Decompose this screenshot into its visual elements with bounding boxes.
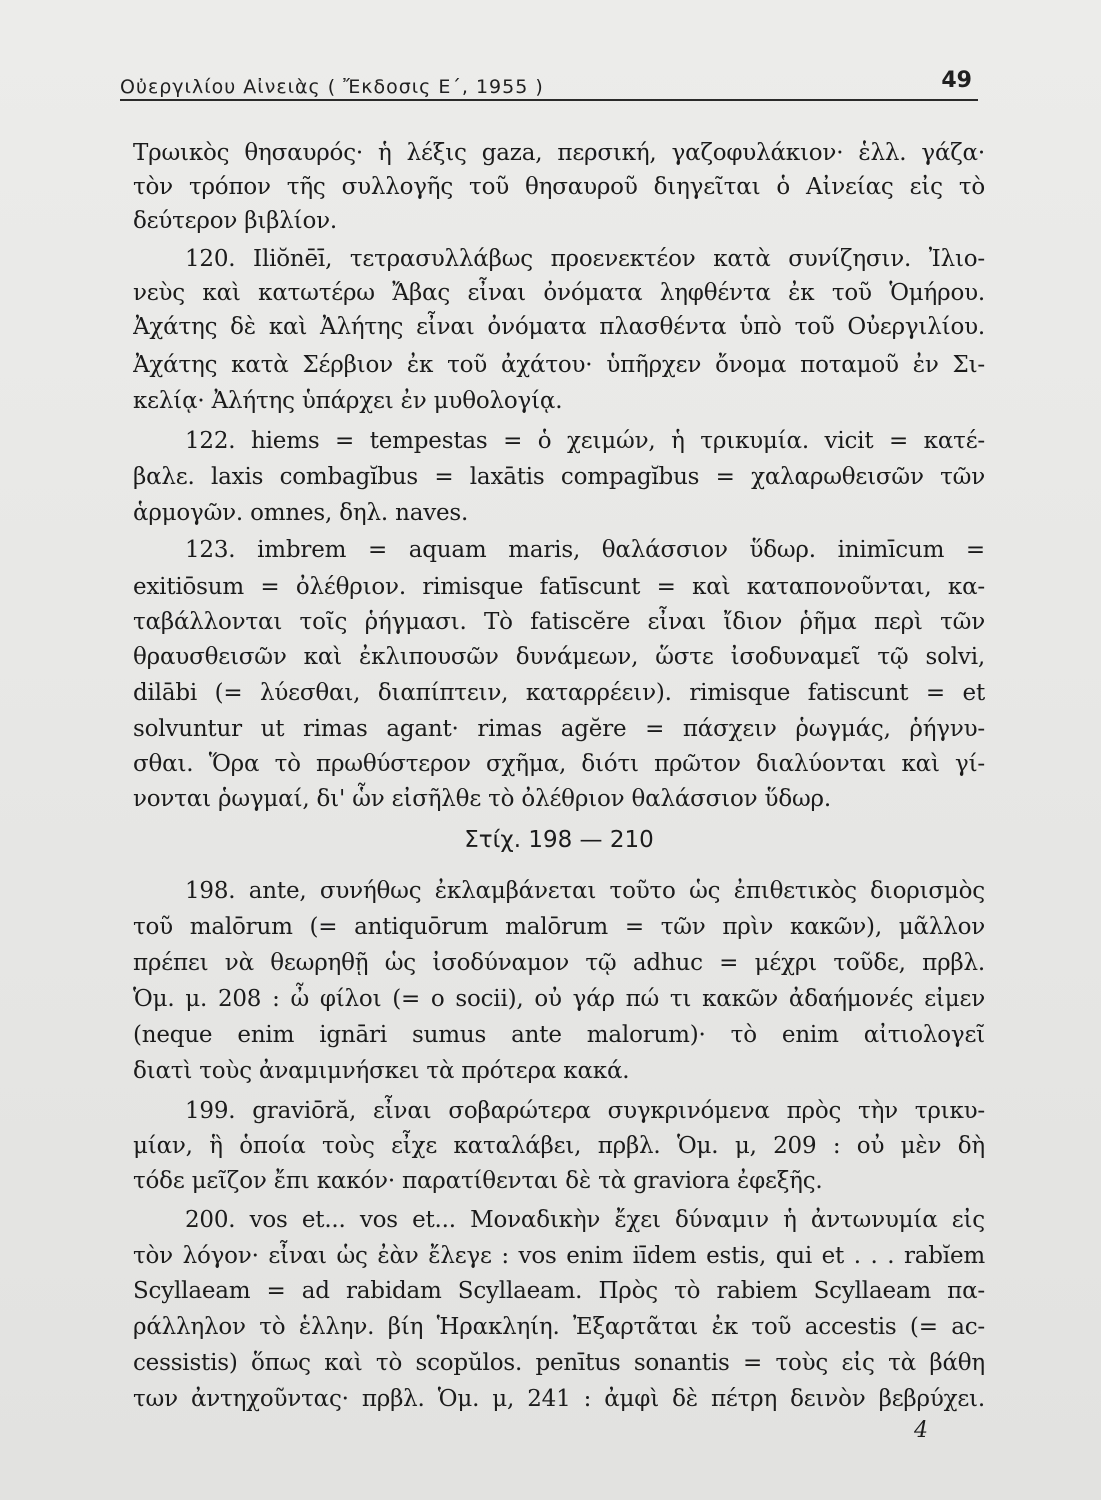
text-line: τοῦ malōrum (= antiquōrum malōrum = τῶν πρὶν κακῶν), μᾶλλον	[133, 914, 985, 940]
text-line: 199. graviōră, εἶναι σοβαρώτερα συγκρινόμενα πρὸς τὴν τρικυ-	[185, 1098, 985, 1124]
text-line: cessistis) ὅπως καὶ τὸ scopŭlos. penītus sonantis = τοὺς εἰς τὰ βάθη	[133, 1350, 985, 1376]
text-line: 200. vos et... vos et... Μοναδικὴν ἔχει δύναμιν ἡ ἀντωνυμία εἰς	[185, 1207, 985, 1233]
text-line: 120. Iliŏnēī, τετρασυλλάβως προενεκτέον κατὰ συνίζησιν. Ἰλιο-	[185, 246, 985, 272]
running-title: Οὐεργιλίου Αἰνειὰς ( Ἔκδοσις Ε΄, 1955 )	[120, 76, 544, 98]
text-line: 198. ante, συνήθως ἐκλαμβάνεται τοῦτο ὡς ἐπιθετικὸς διορισμὸς	[185, 878, 985, 904]
text-line: τὸν λόγον· εἶναι ὡς ἐὰν ἔλεγε : vos enim iīdem estis, qui et . . . rabĭem	[133, 1243, 985, 1269]
text-line: των ἀντηχοῦντας· πρβλ. Ὁμ. μ, 241 : ἀμφὶ δὲ πέτρη δεινὸν βεβρύχει.	[133, 1386, 985, 1412]
text-line: ταβάλλονται τοῖς ῥήγμασι. Τὸ fatiscĕre εἶναι ἴδιον ῥῆμα περὶ τῶν	[133, 609, 985, 635]
text-line: κελίᾳ· Ἀλήτης ὑπάρχει ἐν μυθολογίᾳ.	[133, 388, 563, 414]
header-rule	[120, 99, 978, 101]
text-line: ἁρμογῶν. omnes, δηλ. naves.	[133, 500, 469, 526]
text-line: dilābi (= λύεσθαι, διαπίπτειν, καταρρέειν). rimisque fatiscunt = et	[133, 680, 985, 706]
text-line: τὸν τρόπον τῆς συλλογῆς τοῦ θησαυροῦ διηγεῖται ὁ Αἰνείας εἰς τὸ	[133, 174, 985, 200]
text-line: πρέπει νὰ θεωρηθῇ ὡς ἰσοδύναμον τῷ adhuc = μέχρι τοῦδε, πρβλ.	[133, 950, 985, 976]
section-heading: Στίχ. 198 — 210	[464, 827, 654, 853]
text-line: σθαι. Ὅρα τὸ πρωθύστερον σχῆμα, διότι πρῶτον διαλύονται καὶ γί-	[133, 751, 985, 777]
text-line: βαλε. laxis combagĭbus = laxātis compagĭbus = χαλαρωθεισῶν τῶν	[133, 464, 985, 490]
text-line: νονται ῥωγμαί, δι' ὧν εἰσῆλθε τὸ ὀλέθριον θαλάσσιον ὕδωρ.	[133, 786, 831, 812]
text-line: Ἀχάτης κατὰ Σέρβιον ἐκ τοῦ ἀχάτου· ὑπῆρχεν ὄνομα ποταμοῦ ἐν Σι-	[133, 352, 985, 378]
signature-mark: 4	[914, 1418, 928, 1443]
text-line: 123. imbrem = aquam maris, θαλάσσιον ὕδωρ. inimīcum =	[185, 537, 985, 563]
text-line: τόδε μεῖζον ἔπι κακόν· παρατίθενται δὲ τὰ graviora ἐφεξῆς.	[133, 1168, 823, 1194]
text-line: exitiōsum = ὀλέθριον. rimisque fatīscunt = καὶ καταπονοῦνται, κα-	[133, 574, 985, 600]
text-line: (neque enim ignāri sumus ante malorum)· τὸ enim αἰτιολογεῖ	[133, 1022, 985, 1048]
page-header	[120, 68, 978, 100]
page-number: 49	[941, 68, 972, 93]
text-line: solvuntur ut rimas agant· rimas agĕre = πάσχειν ῥωγμάς, ῥήγνυ-	[133, 716, 985, 742]
text-line: Τρωικὸς θησαυρός· ἡ λέξις gaza, περσική, γαζοφυλάκιον· ἑλλ. γάζα·	[133, 140, 985, 166]
text-line: Scyllaeam = ad rabidam Scyllaeam. Πρὸς τὸ rabiem Scyllaeam πα-	[133, 1278, 985, 1304]
text-line: Ὁμ. μ. 208 : ὦ φίλοι (= o socii), οὐ γάρ πώ τι κακῶν ἀδαήμονές εἰμεν	[133, 986, 985, 1012]
text-line: δεύτερον βιβλίον.	[133, 208, 337, 234]
text-line: νεὺς καὶ κατωτέρω Ἄβας εἶναι ὀνόματα ληφθέντα ἐκ τοῦ Ὁμήρου.	[133, 280, 985, 306]
text-line: 122. hiems = tempestas = ὁ χειμών, ἡ τρικυμία. vicit = κατέ-	[185, 428, 985, 454]
text-line: διατὶ τοὺς ἀναμιμνήσκει τὰ πρότερα κακά.	[133, 1058, 630, 1084]
text-line: μίαν, ἣ ὁποία τοὺς εἶχε καταλάβει, πρβλ. Ὁμ. μ, 209 : οὐ μὲν δὴ	[133, 1133, 985, 1159]
text-line: θραυσθεισῶν καὶ ἐκλιπουσῶν δυνάμεων, ὥστε ἰσοδυναμεῖ τῷ solvi,	[133, 644, 985, 670]
text-line: ράλληλον τὸ ἑλλην. βίη Ἡρακληίη. Ἐξαρτᾶται ἐκ τοῦ accestis (= ac-	[133, 1314, 985, 1340]
text-line: Ἀχάτης δὲ καὶ Ἀλήτης εἶναι ὀνόματα πλασθέντα ὑπὸ τοῦ Οὐεργιλίου.	[133, 314, 985, 340]
